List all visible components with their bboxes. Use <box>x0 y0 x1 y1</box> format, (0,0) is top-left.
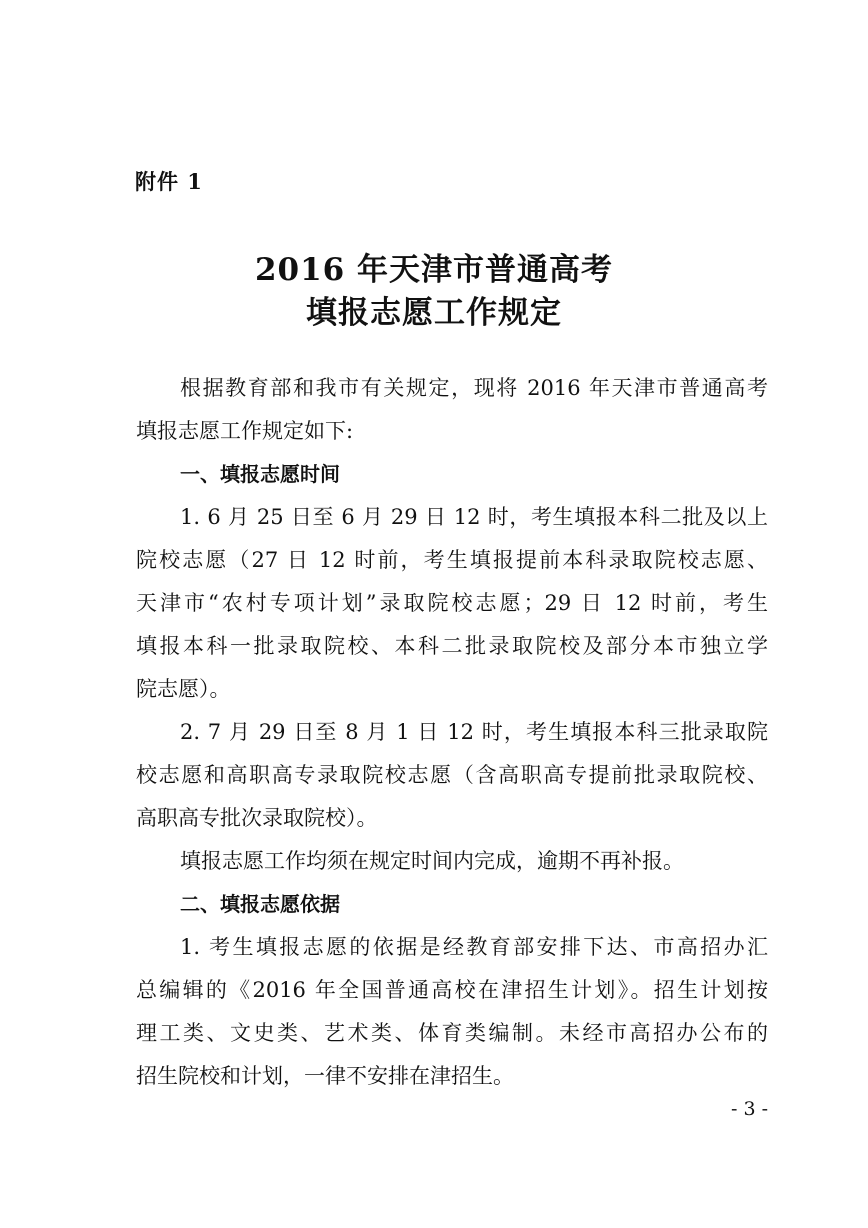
body-text-line: 1. 考生填报志愿的依据是经教育部安排下达、市高招办汇 <box>180 935 768 959</box>
body-text-line: 填报志愿工作均须在规定时间内完成，逾期不再补报。 <box>180 849 684 873</box>
section-heading-2: 二、填报志愿依据 <box>180 892 340 916</box>
body-text-line: 填报志愿工作规定如下: <box>136 419 354 443</box>
document-title-line-1: 2016 年天津市普通高考 <box>254 252 614 288</box>
body-text-line: 总编辑的《2016 年全国普通高校在津招生计划》。招生计划按 <box>136 978 768 1002</box>
attachment-label: 附件 1 <box>135 169 203 194</box>
body-text-line: 天津市“农村专项计划”录取院校志愿；29 日 12 时前，考生 <box>136 591 768 615</box>
body-text-line: 2. 7 月 29 日至 8 月 1 日 12 时，考生填报本科三批录取院 <box>180 720 768 744</box>
page-number: - 3 - <box>730 1098 768 1120</box>
body-text-line: 填报本科一批录取院校、本科二批录取院校及部分本市独立学 <box>136 634 768 658</box>
body-text-line: 校志愿和高职高专录取院校志愿（含高职高专提前批录取院校、 <box>136 763 768 787</box>
section-heading-1: 一、填报志愿时间 <box>180 462 340 486</box>
body-text-line: 高职高专批次录取院校）。 <box>136 806 378 830</box>
body-text-line: 1. 6 月 25 日至 6 月 29 日 12 时，考生填报本科二批及以上 <box>180 505 768 529</box>
body-text-line: 院校志愿（27 日 12 时前，考生填报提前本科录取院校志愿、 <box>136 548 768 572</box>
document-title-line-2: 填报志愿工作规定 <box>306 295 562 331</box>
body-text-line: 院志愿）。 <box>136 677 231 701</box>
body-text-line: 招生院校和计划，一律不安排在津招生。 <box>136 1064 514 1088</box>
body-text-line: 理工类、文史类、艺术类、体育类编制。未经市高招办公布的 <box>136 1021 768 1045</box>
body-text-line: 根据教育部和我市有关规定，现将 2016 年天津市普通高考 <box>180 376 768 400</box>
